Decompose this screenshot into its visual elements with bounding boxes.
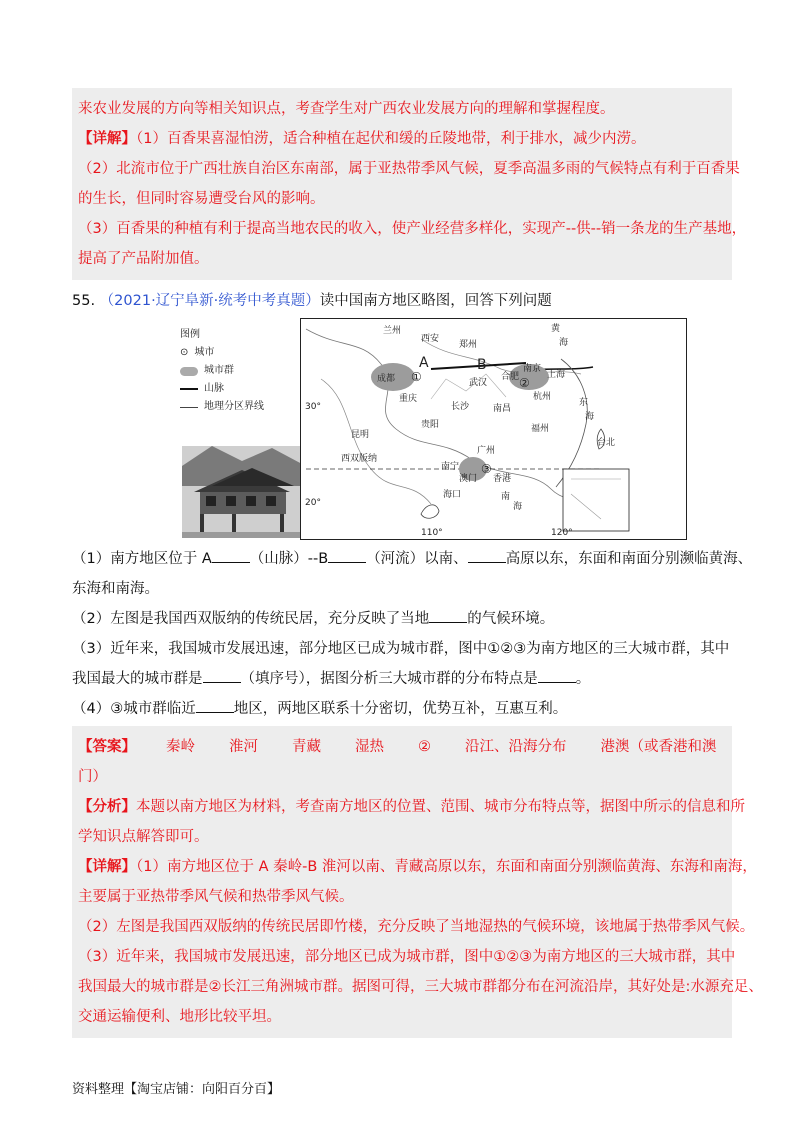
south-china-map bbox=[300, 318, 687, 540]
answer-cont: 门） bbox=[78, 769, 107, 785]
map-label: 上海 bbox=[547, 370, 566, 380]
legend-item-boundary: 地理分区界线 bbox=[180, 398, 264, 416]
answer-item: 秦岭 bbox=[166, 739, 195, 755]
text-line: （2）左图是我国西双版纳的传统民居即竹楼，充分反映了当地湿热的气候环境，该地属于热带季风气候。 bbox=[78, 919, 755, 935]
answer-blank bbox=[212, 548, 250, 563]
map-label: 杭州 bbox=[533, 392, 552, 402]
answer-blank bbox=[429, 608, 467, 623]
page-footer: 资料整理【淘宝店铺：向阳百分百】 bbox=[72, 1082, 281, 1097]
map-label: 重庆 bbox=[399, 394, 418, 404]
map-label: 西双版纳 bbox=[341, 454, 378, 464]
question-prompt: 读中国南方地区略图，回答下列问题 bbox=[319, 293, 552, 309]
answer-blank bbox=[468, 548, 506, 563]
text-line: 的生长，但同时容易遭受台风的影响。 bbox=[78, 191, 325, 207]
map-label: 兰州 bbox=[383, 326, 402, 336]
map-label: 武汉 bbox=[469, 378, 488, 388]
cluster-blob-icon bbox=[180, 367, 198, 376]
text-line: 提高了产品附加值。 bbox=[78, 251, 209, 267]
legend-title: 图例 bbox=[180, 329, 200, 340]
answer-item: 湿热 bbox=[355, 739, 384, 755]
detail-tag: 【详解】 bbox=[78, 131, 136, 147]
map-label: 海 bbox=[585, 412, 595, 422]
dai-bamboo-house-photo bbox=[182, 446, 302, 538]
subquestion-1-cont: 东海和南海。 bbox=[72, 581, 159, 597]
question-header bbox=[72, 286, 732, 316]
text-line: 来农业发展的方向等相关知识点，考查学生对广西农业发展方向的理解和掌握程度。 bbox=[78, 101, 615, 117]
map-label: 澳门 bbox=[459, 474, 478, 484]
map-label: 110° bbox=[421, 528, 443, 538]
text-line: 主要属于亚热带季风气候和热带季风气候。 bbox=[78, 889, 354, 905]
map-label: 香港 bbox=[493, 474, 512, 484]
answer-item: 淮河 bbox=[229, 739, 258, 755]
analysis-tag: 【分析】 bbox=[78, 799, 136, 815]
question-source: （2021·辽宁阜新·统考中考真题） bbox=[99, 293, 320, 309]
map-label: 福州 bbox=[531, 424, 550, 434]
map-label: 海 bbox=[559, 338, 569, 348]
map-label: ① bbox=[411, 370, 422, 384]
legend-item-city: ⊙ 城市 bbox=[180, 344, 264, 362]
legend-item-mountain: 山脉 bbox=[180, 380, 264, 398]
figure bbox=[72, 318, 732, 538]
map-label: 合肥 bbox=[501, 372, 520, 382]
subquestion-4: （4）③城市群临近 地区，两地区联系十分密切，优势互补，互惠互利。 bbox=[72, 694, 732, 724]
answer-blank bbox=[538, 668, 576, 683]
map-label: 海口 bbox=[443, 490, 462, 500]
text-line: （2）北流市位于广西壮族自治区东南部，属于亚热带季风气候，夏季高温多雨的气候特点有利于百香果 bbox=[78, 161, 740, 177]
map-drawing bbox=[301, 319, 686, 539]
previous-answer-block bbox=[72, 88, 747, 280]
map-label: 昆明 bbox=[351, 430, 370, 440]
map-label: 东 bbox=[579, 398, 589, 408]
subquestion-3-cont: 我国最大的城市群是 （填序号），据图分析三大城市群的分布特点是 。 bbox=[72, 664, 732, 694]
map-label: 台北 bbox=[597, 438, 616, 448]
boundary-line-icon bbox=[180, 407, 198, 408]
answer-line bbox=[78, 732, 726, 762]
text-line: （3）百香果的种植有利于提高当地农民的收入，使产业经营多样化，实现产--供--销一条龙的生产基地， bbox=[78, 221, 747, 237]
text-line: 学知识点解答即可。 bbox=[78, 829, 209, 845]
question-number: 55. bbox=[72, 293, 96, 309]
map-label: A bbox=[419, 355, 429, 371]
map-legend bbox=[180, 326, 264, 416]
page-content bbox=[72, 88, 763, 1038]
text-line: 我国最大的城市群是②长江三角洲城市群。据图可得，三大城市群都分布在河流沿岸，其好处是:水源充足、 bbox=[78, 979, 763, 995]
house-image bbox=[182, 446, 302, 538]
map-label: 黄 bbox=[551, 324, 561, 334]
answer-blank bbox=[328, 548, 366, 563]
answer-item: 青藏 bbox=[292, 739, 321, 755]
map-label: 20° bbox=[305, 498, 321, 508]
answer-block bbox=[72, 726, 763, 1038]
subquestion-1: （1）南方地区位于 A （山脉）--B （河流）以南、 高原以东，东面和南面分别濒临黄海、 bbox=[72, 544, 732, 574]
text-line: （1）南方地区位于 A 秦岭-B 淮河以南、青藏高原以东，东面和南面分别濒临黄海、东海和南海， bbox=[136, 859, 757, 875]
map-label: 贵阳 bbox=[421, 420, 440, 430]
map-label: 30° bbox=[305, 402, 321, 412]
mountain-line-icon bbox=[180, 388, 198, 390]
map-label: ② bbox=[519, 376, 530, 390]
legend-item-cluster: 城市群 bbox=[180, 362, 264, 380]
map-label: ③ bbox=[481, 462, 492, 476]
answer-blank bbox=[203, 668, 241, 683]
subquestion-2: （2）左图是我国西双版纳的传统民居，充分反映了当地 的气候环境。 bbox=[72, 604, 732, 634]
answer-item: 沿江、沿海分布 bbox=[465, 739, 567, 755]
map-label: 成都 bbox=[377, 374, 396, 384]
map-label: 郑州 bbox=[459, 340, 478, 350]
map-label: 南京 bbox=[523, 364, 542, 374]
map-label: 南 bbox=[501, 492, 511, 502]
map-label: 长沙 bbox=[451, 402, 470, 412]
text-line: （3）近年来，我国城市发展迅速，部分地区已成为城市群，图中①②③为南方地区的三大城市群，其中 bbox=[78, 949, 736, 965]
map-label: 南昌 bbox=[493, 404, 512, 414]
map-label: 西安 bbox=[421, 334, 440, 344]
map-label: 广州 bbox=[477, 446, 496, 456]
map-label: B bbox=[477, 357, 487, 373]
text-line: 本题以南方地区为材料，考查南方地区的位置、范围、城市分布特点等，据图中所示的信息和所 bbox=[136, 799, 745, 815]
text-line: （1）百香果喜湿怕涝，适合种植在起伏和缓的丘陵地带，利于排水，减少内涝。 bbox=[136, 131, 646, 147]
detail-tag: 【详解】 bbox=[78, 859, 136, 875]
subquestion-3: （3）近年来，我国城市发展迅速，部分地区已成为城市群，图中①②③为南方地区的三大城市群，其中 bbox=[72, 641, 730, 657]
answer-item: ② bbox=[418, 739, 431, 755]
map-label: 120° bbox=[551, 528, 573, 538]
map-label: 海 bbox=[513, 502, 523, 512]
city-dot-icon: ⊙ bbox=[180, 347, 189, 358]
map-label: 南宁 bbox=[441, 462, 460, 472]
answer-tag: 【答案】 bbox=[78, 739, 136, 755]
answer-blank bbox=[196, 698, 234, 713]
text-line: 交通运输便利、地形比较平坦。 bbox=[78, 1009, 281, 1025]
answer-item: 港澳（或香港和澳 bbox=[600, 739, 717, 755]
